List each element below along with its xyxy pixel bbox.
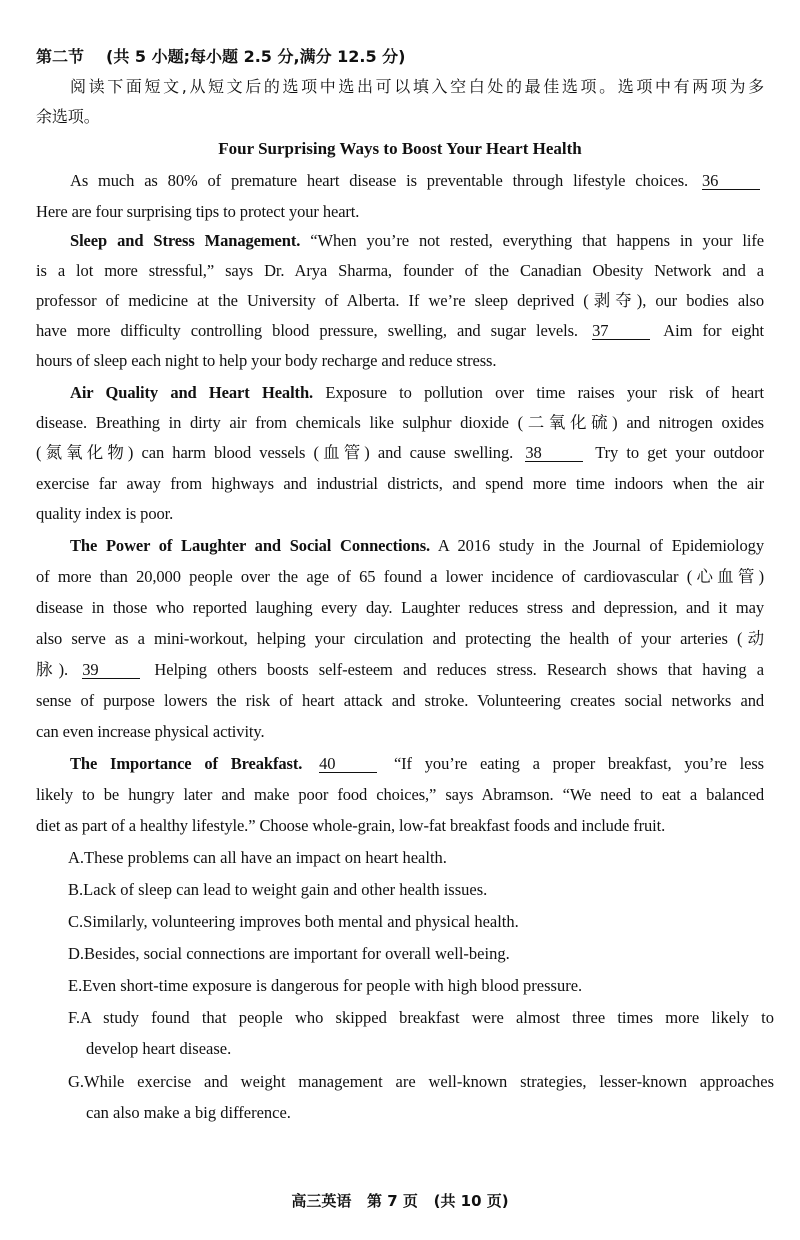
instructions-line-1: 阅读下面短文,从短文后的选项中选出可以填入空白处的最佳选项。选项中有两项为多 [70,77,764,96]
page-footer [0,1190,800,1211]
laughter-text-1: A 2016 study in the Journal of Epidemiology [437,536,764,555]
article-title: Four Surprising Ways to Boost Your Heart Health [218,139,582,158]
intro-line-1 [70,170,764,192]
option-letter: A. [68,848,85,867]
air-text-3a: (氮氧化物) can harm blood vessels (血管) and cause swelling. [36,443,514,462]
section-points: (共 5 小题;每小题 2.5 分,满分 12.5 分) [106,47,406,66]
breakfast-line-3: diet as part of a healthy lifestyle.” Choose whole-grain, low-fat breakfast foods and include fruit. [36,816,666,835]
option-letter: B. [68,880,84,899]
option-g-continuation: can also make a big difference. [86,1103,291,1122]
intro-text: As much as 80% of premature heart disease is preventable through lifestyle choices. [70,171,689,190]
blank-37[interactable]: 37 [592,322,650,340]
laughter-line-5 [36,659,764,681]
air-line-5: quality index is poor. [36,504,174,523]
sleep-text-4b: Aim for eight [663,321,765,340]
breakfast-line-2: likely to be hungry later and make poor food choices,” says Abramson. “We need to eat a balanced [36,785,764,804]
sleep-line-5: hours of sleep each night to help your body recharge and reduce stress. [36,351,497,370]
footer-total: (共 10 页) [433,1192,509,1210]
breakfast-line-1 [70,753,764,775]
blank-39[interactable]: 39 [82,661,140,679]
sleep-line-1 [70,230,764,252]
air-line-2: disease. Breathing in dirty air from chemicals like sulphur dioxide (二氧化硫) and nitrogen oxides [36,413,764,432]
option-letter: E. [68,976,83,995]
sleep-text-1: “When you’re not rested, everything that happens in your life [310,231,764,250]
breakfast-heading: The Importance of Breakfast. [70,754,303,773]
option-e[interactable] [68,975,582,997]
sleep-line-3: professor of medicine at the University of Alberta. If we’re sleep deprived (剥夺), our bodies also [36,291,764,310]
option-a[interactable] [68,847,447,869]
option-text: While exercise and weight management are well-known strategies, lesser-known approaches [84,1072,774,1091]
blank-38[interactable]: 38 [525,444,583,462]
option-text: Similarly, volunteering improves both mental and physical health. [83,912,519,931]
footer-subject: 高三英语 [291,1192,352,1210]
air-text-3b: Try to get your outdoor [595,443,765,462]
option-f-continuation: develop heart disease. [86,1039,232,1058]
air-heading: Air Quality and Heart Health. [70,383,314,402]
option-f[interactable] [68,1007,774,1029]
section-label: 第二节 [36,47,85,66]
laughter-line-7: can even increase physical activity. [36,722,265,741]
option-text: Even short-time exposure is dangerous for people with high blood pressure. [82,976,583,995]
sleep-line-2: is a lot more stressful,” says Dr. Arya Sharma, founder of the Canadian Obesity Network and a [36,261,764,280]
air-line-1 [70,382,764,404]
laughter-heading: The Power of Laughter and Social Connections. [70,536,431,555]
laughter-line-6: sense of purpose lowers the risk of heart attack and stroke. Volunteering creates social networks and [36,691,764,710]
option-b[interactable] [68,879,487,901]
laughter-text-5b: Helping others boosts self-esteem and reduces stress. Research shows that having a [154,660,764,679]
laughter-line-2: of more than 20,000 people over the age of 65 found a lower incidence of cardiovascular (心血管) [36,567,764,586]
laughter-text-5a: 脉). [36,660,68,679]
sleep-line-4 [36,320,764,342]
instructions-line-2: 余选项。 [36,107,100,126]
option-letter: G. [68,1072,85,1091]
option-letter: F. [68,1008,80,1027]
sleep-text-4a: have more difficulty controlling blood pressure, swelling, and sugar levels. [36,321,578,340]
option-text: Lack of sleep can lead to weight gain and other health issues. [83,880,488,899]
air-line-4: exercise far away from highways and industrial districts, and spend more time indoors when the air [36,474,764,493]
intro-line-2: Here are four surprising tips to protect your heart. [36,202,360,221]
blank-36[interactable]: 36 [702,172,760,190]
laughter-line-3: disease in those who reported laughing every day. Laughter reduces stress and depression, and it may [36,598,764,617]
option-text: These problems can all have an impact on heart health. [84,848,447,867]
option-text: A study found that people who skipped breakfast were almost three times more likely to [79,1008,774,1027]
breakfast-text-1: “If you’re eating a proper breakfast, you’re less [393,754,764,773]
laughter-line-4: also serve as a mini-workout, helping your circulation and protecting the health of your arteries (动 [36,629,764,648]
option-letter: C. [68,912,84,931]
laughter-line-1 [70,535,764,557]
footer-page: 第 7 页 [367,1192,418,1210]
air-text-1: Exposure to pollution over time raises your risk of heart [325,383,764,402]
air-line-3 [36,442,764,464]
option-d[interactable] [68,943,510,965]
option-g[interactable] [68,1071,774,1093]
sleep-heading: Sleep and Stress Management. [70,231,301,250]
option-c[interactable] [68,911,519,933]
section-header [36,46,406,68]
option-letter: D. [68,944,85,963]
blank-40[interactable]: 40 [319,755,377,773]
option-text: Besides, social connections are important for overall well-being. [84,944,510,963]
